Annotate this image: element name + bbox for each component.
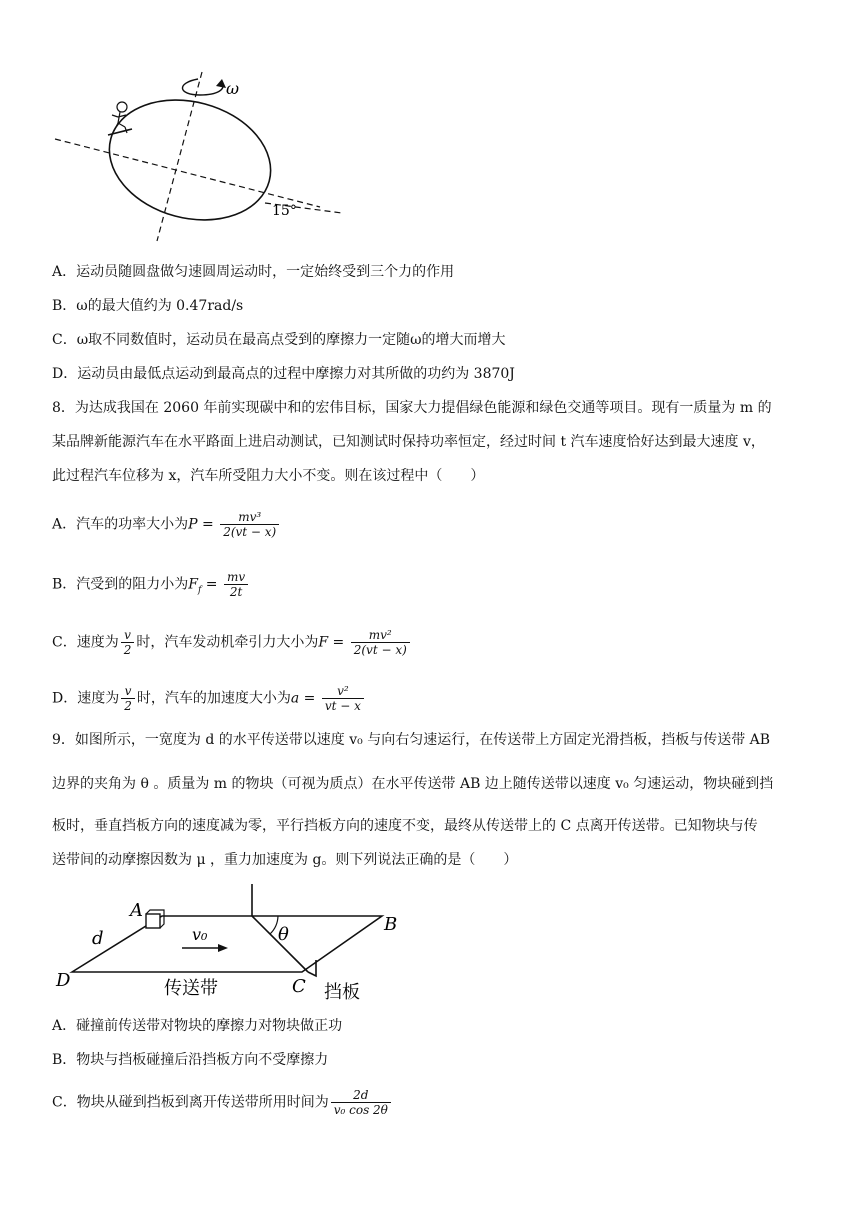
q8-option-c-lhs: F = (318, 634, 345, 651)
rotation-arrow-icon (182, 79, 223, 95)
q8-option-d-lhs: a = (290, 690, 316, 707)
label-b: B (384, 914, 398, 935)
label-theta: θ (278, 924, 289, 945)
q9-option-b: B．物块与挡板碰撞后沿挡板方向不受摩擦力 (52, 1052, 329, 1068)
fraction-denominator: 2(vt − x) (223, 525, 277, 539)
q8-option-b-lhs: F (188, 576, 199, 593)
q8-option-d-half (121, 684, 135, 713)
q9-stem-line-1: 9．如图所示，一宽度为 d 的水平传送带以速度 v₀ 与向右匀速运行，在传送带上方固定光滑挡板，挡板与传送带 AB (52, 732, 771, 748)
label-d: D (56, 970, 71, 991)
angle-label: 15° (272, 203, 297, 219)
label-a: A (130, 900, 143, 921)
q8-option-b-eq: = (201, 576, 218, 593)
q8-option-a-fraction (220, 510, 279, 539)
belt-parallelogram (72, 916, 382, 972)
fraction-numerator: 2d (331, 1088, 391, 1103)
fraction-denominator: 2 (123, 643, 132, 657)
q8-option-b-sub: f (198, 585, 202, 596)
q9-option-c-text: C．物块从碰到挡板到离开传送带所用时间为 (52, 1094, 329, 1111)
fraction-denominator: 2(vt − x) (353, 643, 407, 657)
q8-option-a-lhs: P = (188, 516, 214, 533)
q8-option-c-text-1: C．速度为 (52, 634, 119, 651)
q8-option-d-text-2: 时，汽车的加速度大小为 (136, 690, 291, 707)
label-belt: 传送带 (164, 978, 218, 999)
q7-option-c: C．ω取不同数值时，运动员在最高点受到的摩擦力一定随ω的增大而增大 (52, 332, 506, 348)
q8-option-d-fraction (322, 684, 364, 713)
tilted-diameter-line (55, 139, 320, 207)
q7-option-b: B．ω的最大值约为 0.47rad/s (52, 298, 244, 314)
omega-label: ω (226, 79, 240, 98)
q9-option-c (52, 1088, 393, 1117)
q8-stem-line-3: 此过程汽车位移为 x，汽车所受阻力大小不变。则在该过程中（ ） (52, 468, 485, 484)
conveyor-belt-figure (52, 880, 412, 1010)
fraction-denominator: 2 (124, 699, 132, 713)
q8-option-a-text: A．汽车的功率大小为 (52, 516, 189, 533)
q8-option-c-fraction (351, 628, 410, 657)
block-icon (146, 914, 160, 928)
rotating-disk-figure (50, 65, 350, 245)
q9-option-a: A．碰撞前传送带对物块的摩擦力对物块做正功 (52, 1018, 343, 1034)
disk-ellipse (96, 83, 284, 237)
fraction-numerator: mv² (351, 628, 410, 643)
q9-stem-line-3: 板时，垂直挡板方向的速度减为零，平行挡板方向的速度不变，最终从传送带上的 C 点离开传送带。已知物块与传 (52, 818, 758, 834)
q8-option-a (52, 510, 281, 539)
q8-option-c-text-2: 时，汽车发动机牵引力大小为 (136, 634, 319, 651)
q9-stem-line-4: 送带间的动摩擦因数为 μ ，重力加速度为 g。则下列说法正确的是（ ） (52, 852, 518, 868)
label-v0: v₀ (192, 925, 208, 944)
fraction-denominator: vt − x (324, 699, 361, 713)
q8-option-b (52, 570, 250, 600)
fraction-denominator: 2t (229, 585, 243, 599)
q8-stem-line-1: 8．为达成我国在 2060 年前实现碳中和的宏伟目标，国家大力提倡绿色能源和绿色交通等项目。现有一质量为 m 的 (52, 400, 772, 416)
fraction-numerator: mv³ (220, 510, 279, 525)
q8-stem-line-2: 某品牌新能源汽车在水平路面上进启动测试，已知测试时保持功率恒定，经过时间 t 汽车速度恰好达到最大速度 v， (52, 434, 765, 450)
rotation-arrowhead-icon (216, 79, 226, 88)
q8-option-c-half (121, 628, 135, 657)
fraction-numerator: v (121, 684, 135, 699)
q8-option-b-fraction (224, 570, 248, 599)
label-width-d: d (92, 928, 104, 949)
q8-option-b-text: B．汽受到的阻力小为 (52, 576, 189, 593)
q8-option-c (52, 628, 412, 657)
skier-icon (108, 102, 132, 135)
theta-arc (270, 916, 278, 934)
fraction-numerator: v² (322, 684, 364, 699)
q9-option-c-fraction (331, 1088, 391, 1117)
q7-option-a: A．运动员随圆盘做匀速圆周运动时，一定始终受到三个力的作用 (52, 264, 455, 280)
q7-option-d: D．运动员由最低点运动到最高点的过程中摩擦力对其所做的功约为 3870J (52, 366, 515, 382)
q9-stem-line-2: 边界的夹角为 θ 。质量为 m 的物块（可视为质点）在水平传送带 AB 边上随传送带以速度 v₀ 匀速运动，物块碰到挡 (52, 776, 774, 792)
fraction-denominator: v₀ cos 2θ (333, 1103, 388, 1117)
fraction-numerator: mv (224, 570, 248, 585)
fraction-numerator: v (121, 628, 135, 643)
q8-option-d-text-1: D．速度为 (52, 690, 120, 707)
rotation-axis-line (157, 72, 202, 241)
q8-option-d (52, 684, 366, 713)
label-baffle: 挡板 (324, 982, 360, 1003)
label-c: C (292, 976, 306, 997)
velocity-arrowhead-icon (218, 944, 228, 952)
